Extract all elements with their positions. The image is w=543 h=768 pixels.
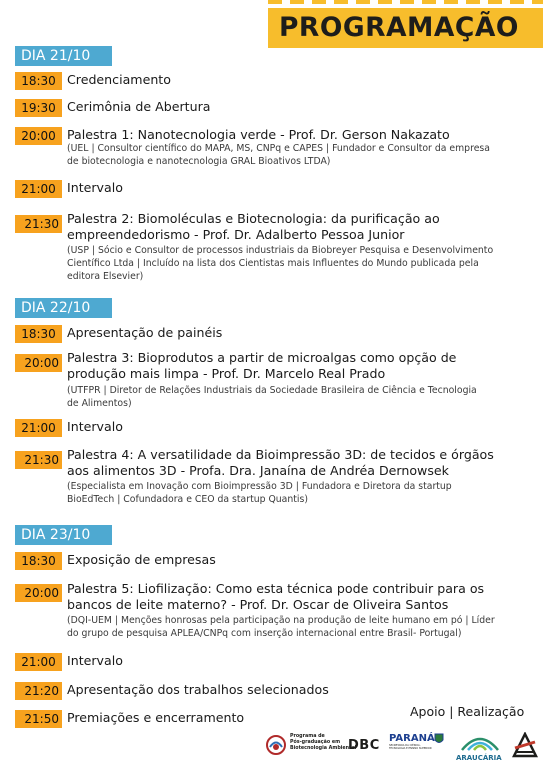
speaker-bio: (UEL | Consultor científico do MAPA, MS, CNPq e CAPES | Fundador e Consultor da empresa <box>67 143 490 154</box>
day-label-1: DIA 21/10 <box>15 46 112 66</box>
event-title: aos alimentos 3D - Profa. Dra. Janaína de Andréa Dernowsek <box>67 463 449 478</box>
event-title: Intervalo <box>67 180 123 195</box>
event-title: empreendedorismo - Prof. Dr. Adalberto Pessoa Junior <box>67 227 405 242</box>
page-title: PROGRAMAÇÃO <box>279 12 519 43</box>
day-label-3: DIA 23/10 <box>15 525 112 545</box>
parana-logo-text: PARANÁ <box>389 733 435 744</box>
event-title: Palestra 4: A versatilidade da Bioimpressão 3D: de tecidos e órgãos <box>67 447 494 462</box>
ppg-biotecnologia-ambiental-logo <box>266 734 357 759</box>
araucaria-tree-icon <box>460 730 500 752</box>
speaker-bio: Científico Ltda | Incluído na lista dos Cientistas mais Influentes do Mundo publicada pela <box>67 258 479 269</box>
event-time: 18:30 <box>15 325 62 343</box>
speaker-bio: de Alimentos) <box>67 398 132 409</box>
ppg-logo-line: Programa de <box>290 734 325 739</box>
parana-logo <box>389 733 445 750</box>
event-time: 20:00 <box>15 584 62 602</box>
event-time: 20:00 <box>15 127 62 145</box>
speaker-bio: de biotecnologia e nanotecnologia GRAL Bioativos LTDA) <box>67 156 331 167</box>
event-title: produção mais limpa - Prof. Dr. Marcelo Real Prado <box>67 366 386 381</box>
event-title: Cerimônia de Abertura <box>67 99 211 114</box>
event-title: Palestra 1: Nanotecnologia verde - Prof. Dr. Gerson Nakazato <box>67 127 450 142</box>
event-title: Palestra 5: Liofilização: Como esta técnica pode contribuir para os <box>67 581 485 596</box>
sponsor-logos <box>262 727 543 768</box>
araucaria-logo-text: ARAUCÁRIA <box>456 754 502 762</box>
event-time: 21:50 <box>15 710 62 728</box>
event-time: 21:20 <box>15 682 62 700</box>
event-time: 21:00 <box>15 180 62 198</box>
event-title: Premiações e encerramento <box>67 710 245 725</box>
event-time: 21:00 <box>15 419 62 437</box>
event-time: 18:30 <box>15 552 62 570</box>
uem-logo <box>512 732 538 762</box>
event-time: 19:30 <box>15 99 62 117</box>
event-title: Palestra 2: Biomoléculas e Biotecnologia: da purificação ao <box>67 211 440 226</box>
event-title: Palestra 3: Bioprodutos a partir de microalgas como opção de <box>67 350 457 365</box>
parana-shield-icon <box>434 733 444 745</box>
speaker-bio: editora Elsevier) <box>67 271 144 282</box>
uem-emblem-icon <box>512 732 538 758</box>
event-title: Intervalo <box>67 419 123 434</box>
speaker-bio: (USP | Sócio e Consultor de processos industriais da Biobreyer Pesquisa e Desenvolvimento <box>67 245 494 256</box>
title-top-edge <box>268 0 543 4</box>
day-label-2: DIA 22/10 <box>15 298 112 318</box>
event-title: Apresentação de painéis <box>67 325 223 340</box>
parana-logo-subtext: SECRETARIA DA CIÊNCIA, TECNOLOGIA E ENSINO SUPERIOR <box>389 744 432 750</box>
event-time: 21:30 <box>15 215 62 233</box>
ppg-logo-line: Biotecnologia Ambiental <box>290 746 357 751</box>
event-time: 21:30 <box>15 451 62 469</box>
event-time: 20:00 <box>15 354 62 372</box>
event-title: Intervalo <box>67 653 123 668</box>
speaker-bio: do grupo de pesquisa APLEA/CNPq com inserção internacional entre Brasil- Portugal) <box>67 628 462 639</box>
ppg-emblem-icon <box>266 735 286 755</box>
dbc-logo: DBC <box>348 738 380 753</box>
support-label: Apoio | Realização <box>410 704 525 719</box>
event-title: bancos de leite materno? - Prof. Dr. Oscar de Oliveira Santos <box>67 597 449 612</box>
speaker-bio: (Especialista em Inovação com Bioimpressão 3D | Fundadora e Diretora da startup <box>67 481 452 492</box>
speaker-bio: (DQI-UEM | Menções honrosas pela participação na produção de leite humano em pó | Líder <box>67 615 495 626</box>
event-time: 18:30 <box>15 72 62 90</box>
event-title: Credenciamento <box>67 72 171 87</box>
event-title: Exposição de empresas <box>67 552 216 567</box>
event-time: 21:00 <box>15 653 62 671</box>
event-title: Apresentação dos trabalhos selecionados <box>67 682 329 697</box>
ppg-logo-line: Pós-graduação em <box>290 740 341 745</box>
speaker-bio: BioEdTech | Cofundadora e CEO da startup Quantis) <box>67 494 308 505</box>
speaker-bio: (UTFPR | Diretor de Relações Industriais da Sociedade Brasileira de Ciência e Tecnologia <box>67 385 477 396</box>
